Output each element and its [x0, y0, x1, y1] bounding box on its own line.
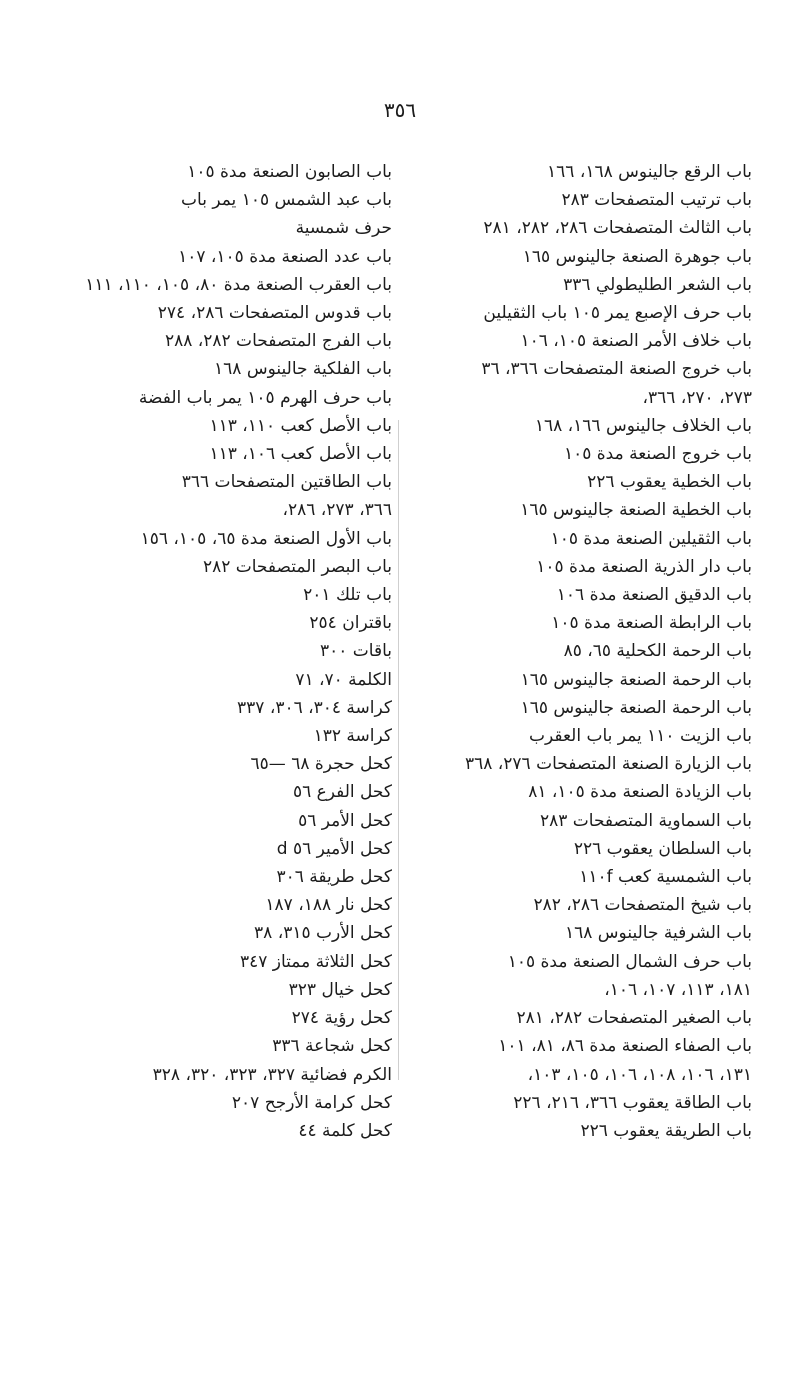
index-entry: باب السلطان يعقوب ٢٢٦	[573, 838, 752, 859]
index-entry: الكرم فضائية ٣٢٧، ٣٢٣، ٣٢٠، ٣٢٨	[152, 1064, 392, 1085]
index-column-right	[412, 158, 752, 1145]
index-entry: كحل خيال ٣٢٣	[288, 979, 392, 1000]
index-entry: باب الرابطة الصنعة مدة ١٠٥	[551, 613, 752, 634]
index-entry: باب حرف الشمال الصنعة مدة ١٠٥	[507, 951, 752, 972]
index-entry: باب البصر المتصفحات ٢٨٢	[202, 556, 392, 577]
index-entry-continuation: ١٨١، ١١٣، ١٠٧، ١٠٦،	[604, 979, 752, 1000]
index-entry: باب الزيادة الصنعة مدة ١٠٥، ٨١	[528, 782, 752, 803]
index-entry-continuation: ٣٦٦، ٢٧٣، ٢٨٦،	[282, 500, 392, 521]
index-entry: باب الدقيق الصنعة مدة ١٠٦	[556, 585, 752, 606]
index-entry: باب عبد الشمس ١٠٥ يمر باب	[181, 190, 392, 211]
index-entry: باب حرف الهرم ١٠٥ يمر باب الفضة	[138, 387, 392, 408]
index-entry: كحل الفرع ٥٦	[292, 782, 392, 803]
index-entry: باب تلك ٢٠١	[303, 585, 392, 606]
index-entry: باب الرحمة الصنعة جالينوس ١٦٥	[520, 697, 752, 718]
index-entry: كحل الأرب ٣١٥، ٣٨	[254, 923, 392, 944]
index-entry: باب الفلكية جالينوس ١٦٨	[214, 359, 392, 380]
index-entry: كحل الثلاثة ممتاز ٣٤٧	[239, 951, 392, 972]
index-entry: باب خلاف الأمر الصنعة ١٠٥، ١٠٦	[520, 331, 752, 352]
index-entry: باب الصغير المتصفحات ٢٨٢، ٢٨١	[516, 1008, 752, 1029]
index-entry: باب الخطية الصنعة جالينوس ١٦٥	[520, 500, 752, 521]
index-entry: باب شيخ المتصفحات ٢٨٦، ٢٨٢	[533, 895, 752, 916]
index-entry: باب الرحمة الصنعة جالينوس ١٦٥	[520, 669, 752, 690]
index-entry: باب حرف الإصبع يمر ١٠٥ باب الثقيلين	[483, 303, 752, 324]
column-divider	[398, 420, 399, 1080]
index-entry: باب ترتيب المتصفحات ٢٨٣	[561, 190, 752, 211]
index-entry: باب قدوس المتصفحات ٢٨٦، ٢٧٤	[157, 303, 392, 324]
index-entry: باب الزيت ١١٠ يمر باب العقرب	[529, 726, 752, 747]
index-entry-continuation: حرف شمسية	[295, 218, 392, 239]
index-entry: باب الطاقتين المتصفحات ٣٦٦	[181, 472, 392, 493]
index-entry: باب الصابون الصنعة مدة ١٠٥	[187, 162, 392, 182]
index-entry: كحل حجرة ٦٨ —٦٥	[250, 754, 392, 775]
index-entry: كحل كلمة ٤٤	[298, 1120, 392, 1141]
index-entry: باب الخلاف جالينوس ١٦٦، ١٦٨	[534, 415, 752, 436]
index-entry: باب جوهرة الصنعة جالينوس ١٦٥	[522, 246, 752, 267]
index-entry: باب الثقيلين الصنعة مدة ١٠٥	[550, 528, 752, 549]
index-entry: باب دار الذرية الصنعة مدة ١٠٥	[536, 556, 752, 577]
index-entry: كراسة ١٣٢	[313, 726, 392, 747]
index-entry: باب الرحمة الكحلية ٦٥، ٨٥	[563, 641, 752, 662]
index-entry: باب الخطية يعقوب ٢٢٦	[587, 472, 752, 493]
page-number: ٣٥٦	[383, 98, 417, 122]
index-entry: باب الفرج المتصفحات ٢٨٢، ٢٨٨	[164, 331, 392, 352]
index-entry: كحل كرامة الأرجح ٢٠٧	[231, 1092, 392, 1113]
index-entry: باب الزيارة الصنعة المتصفحات ٢٧٦، ٣٦٨	[465, 754, 752, 775]
index-entry-continuation: ١٣١، ١٠٦، ١٠٨، ١٠٦، ١٠٥، ١٠٣،	[527, 1064, 752, 1085]
index-entry: باب السماوية المتصفحات ٢٨٣	[539, 810, 752, 831]
index-entry: باب خروج الصنعة مدة ١٠٥	[563, 444, 752, 465]
index-entry-continuation: ٢٧٣، ٢٧٠، ٣٦٦،	[642, 387, 752, 408]
index-entry: باب الأصل كعب ١٠٦، ١١٣	[209, 444, 392, 465]
index-entry: باب الشرفية جالينوس ١٦٨	[564, 923, 752, 944]
index-entry: باب الثالث المتصفحات ٢٨٦، ٢٨٢، ٢٨١	[483, 218, 752, 239]
index-entry: الكلمة ٧٠، ٧١	[295, 669, 392, 690]
index-entry: باب عدد الصنعة مدة ١٠٥، ١٠٧	[178, 246, 392, 267]
index-entry: باب خروج الصنعة المتصفحات ٣٦٦، ٣٦	[481, 359, 752, 380]
index-entry: باب العقرب الصنعة مدة ٨٠، ١٠٥، ١١٠، ١١١	[85, 274, 392, 295]
index-entry: كراسة ٣٠٤، ٣٠٦، ٣٣٧	[237, 697, 392, 718]
index-entry: كحل نار ١٨٨، ١٨٧	[265, 895, 392, 916]
index-entry: باب الشمسية كعب ١١٠f	[579, 867, 752, 888]
index-entry: باب الأول الصنعة مدة ٦٥، ١٠٥، ١٥٦	[140, 528, 392, 549]
index-entry: كحل الأمر ٥٦	[298, 810, 392, 831]
index-column-left	[52, 158, 392, 1145]
index-entry: باب الصفاء الصنعة مدة ٨٦، ٨١، ١٠١	[498, 1036, 752, 1057]
index-entry: باقات ٣٠٠	[319, 641, 392, 662]
index-entry: كحل طريقة ٣٠٦	[276, 867, 392, 888]
index-entry: كحل رؤية ٢٧٤	[291, 1008, 392, 1029]
index-entry: باب الطريقة يعقوب ٢٢٦	[580, 1120, 752, 1141]
index-entry: كحل الأمير ٥٦ d	[276, 838, 392, 859]
index-entry: باقتران ٢٥٤	[309, 613, 392, 634]
index-entry: باب الشعر الطليطولي ٣٣٦	[563, 274, 752, 295]
index-entry: باب الأصل كعب ١١٠، ١١٣	[209, 415, 392, 436]
index-entry: باب الطاقة يعقوب ٣٦٦، ٢١٦، ٢٢٦	[513, 1092, 752, 1113]
index-entry: باب الرقع جالينوس ١٦٨، ١٦٦	[547, 162, 752, 182]
index-entry: كحل شجاعة ٣٣٦	[272, 1036, 392, 1057]
